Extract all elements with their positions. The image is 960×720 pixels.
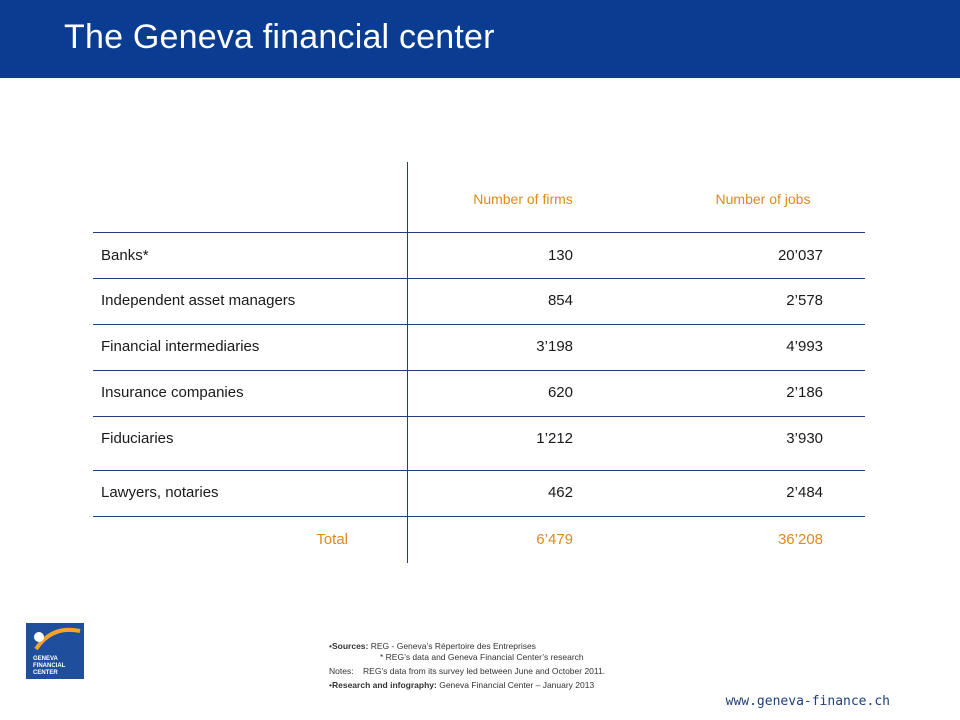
jobs-value: 20’037 (777, 247, 823, 264)
row-label: Lawyers, notaries (101, 484, 219, 501)
column-divider (407, 162, 408, 563)
jobs-value: 3’930 (786, 430, 823, 447)
research-line: •Research and infography: Geneva Financial Center – January 2013 (329, 680, 595, 690)
row-label: Independent asset managers (101, 292, 296, 309)
row-divider (93, 470, 865, 471)
stats-table (93, 162, 865, 563)
total-jobs-value: 36’208 (777, 531, 823, 548)
logo-line-1: GENEVA (33, 656, 58, 662)
sources-line: •Sources: REG - Geneva’s Répertoire des Entreprises (329, 641, 536, 651)
jobs-value: 2’186 (786, 384, 823, 401)
row-divider (93, 516, 865, 517)
total-label: Total (316, 531, 348, 548)
row-label: Fiduciaries (101, 430, 174, 447)
row-divider (93, 232, 865, 233)
header-bar (0, 0, 960, 78)
logo-line-2: FINANCIAL (33, 663, 66, 669)
row-divider (93, 324, 865, 325)
row-divider (93, 370, 865, 371)
column-header-jobs: Number of jobs (715, 191, 811, 207)
row-divider (93, 416, 865, 417)
jobs-value: 2’578 (786, 292, 823, 309)
sources-line-2: * REG’s data and Geneva Financial Center’s research (380, 652, 584, 662)
total-firms-value: 6’479 (536, 531, 573, 548)
firms-value: 130 (547, 247, 573, 264)
column-header-firms: Number of firms (473, 191, 573, 207)
sources-text: REG - Geneva’s Répertoire des Entreprises (370, 641, 536, 651)
jobs-value: 2’484 (786, 484, 823, 501)
logo-line-3: CENTER (33, 670, 58, 676)
firms-value: 854 (547, 292, 573, 309)
row-label: Banks* (101, 247, 149, 264)
row-label: Insurance companies (101, 384, 244, 401)
firms-value: 1’212 (536, 430, 573, 447)
row-label: Financial intermediaries (101, 338, 260, 355)
logo-text (33, 656, 65, 677)
notes-text: REG’s data from its survey led between June and October 2011. (363, 666, 606, 676)
footer-notes (329, 641, 605, 691)
firms-value: 3’198 (536, 338, 573, 355)
sources-label: Sources: (331, 641, 369, 651)
firms-value: 620 (547, 384, 573, 401)
jobs-value: 4’993 (786, 338, 823, 355)
row-divider (93, 278, 865, 279)
geneva-financial-center-logo (26, 623, 84, 679)
research-label: Research and infography: (331, 680, 437, 690)
website-url: www.geneva-finance.ch (725, 694, 890, 709)
notes-label: Notes: (329, 666, 354, 676)
research-text: Geneva Financial Center – January 2013 (439, 680, 595, 690)
firms-value: 462 (547, 484, 573, 501)
notes-line (329, 666, 605, 677)
page-title: The Geneva financial center (64, 18, 495, 56)
